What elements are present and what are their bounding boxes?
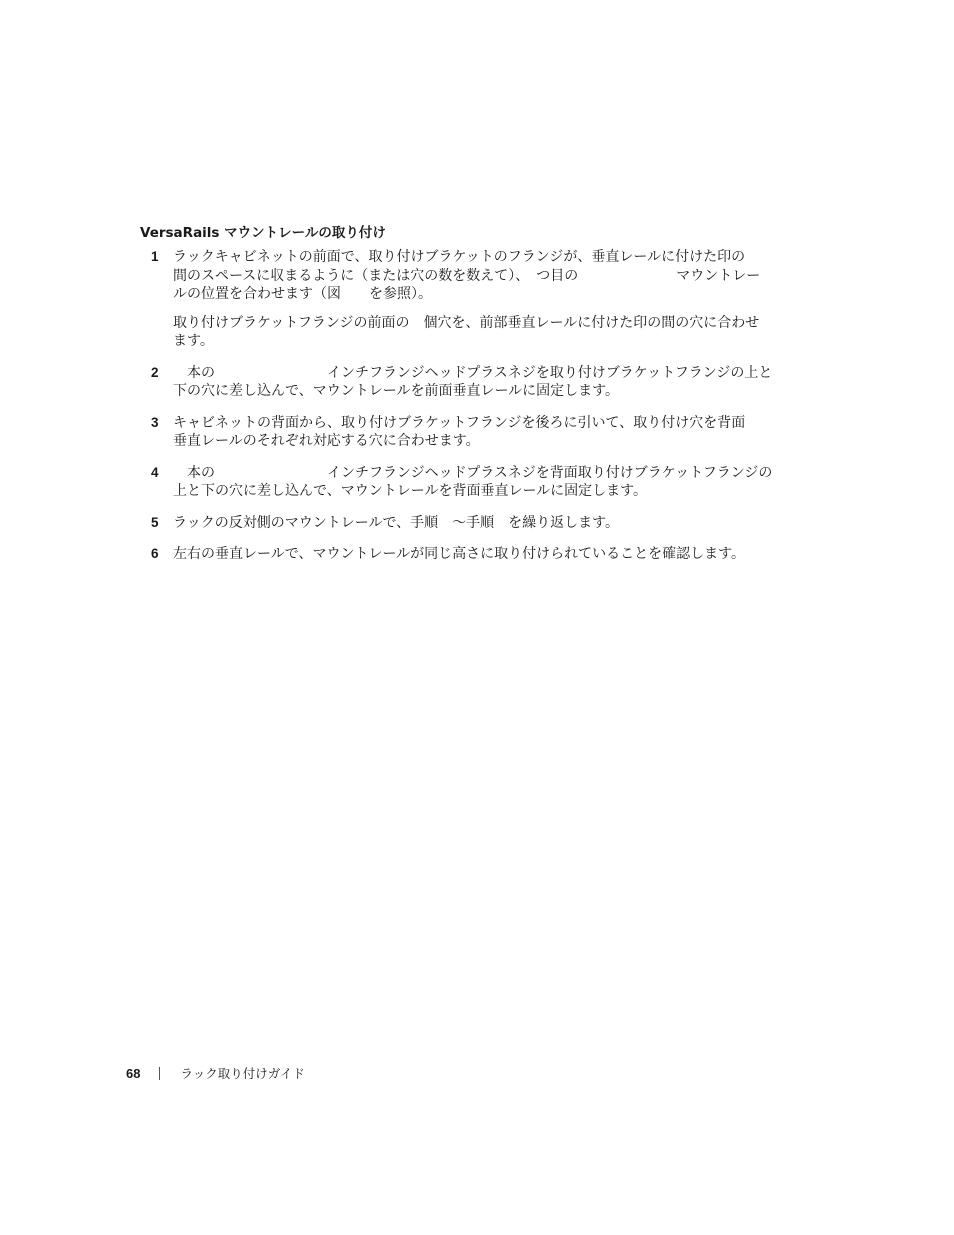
footer-title: ラック取り付けガイド — [180, 1066, 305, 1081]
step-text: ラックキャビネットの前面で、取り付けブラケットのフランジが、垂直レールに付けた印の 間のスペースに収まるように（または穴の数を数えて）、 つ目の マウントレー ルの位置を合わせます（図 を参照）。 — [173, 249, 761, 302]
step-3 — [140, 414, 830, 451]
step-number: 5 — [151, 514, 159, 530]
step-1 — [140, 248, 830, 351]
step-number: 6 — [151, 546, 159, 561]
step-4 — [140, 464, 830, 501]
step-text: ラックの反対側のマウントレールで、手順 ～手順 を繰り返します。 — [173, 514, 620, 531]
page-number: 68 — [126, 1065, 141, 1081]
footer-divider — [159, 1067, 160, 1080]
section-heading: VersaRails マウントレールの取り付け — [140, 225, 386, 241]
step-2 — [140, 364, 830, 401]
step-text: 本の インチフランジヘッドプラスネジを背面取り付けブラケットフランジの 上と下の穴に差し込んで、マウントレールを背面垂直レールに固定します。 — [173, 464, 773, 499]
step-number: 2 — [151, 364, 159, 380]
step-text: 左右の垂直レールで、マウントレールが同じ高さに取り付けられていることを確認します。 — [173, 546, 746, 562]
step-number: 1 — [151, 249, 159, 264]
step-number: 3 — [151, 414, 159, 430]
page-footer — [126, 1064, 305, 1082]
procedure-steps — [140, 248, 830, 577]
step-number: 4 — [151, 464, 159, 480]
step-6 — [140, 545, 830, 564]
step-5 — [140, 514, 830, 533]
step-text: 本の インチフランジヘッドプラスネジを取り付けブラケットフランジの上と 下の穴に差し込んで、マウントレールを前面垂直レールに固定します。 — [173, 364, 773, 399]
step-text: キャビネットの背面から、取り付けブラケットフランジを後ろに引いて、取り付け穴を背面 垂直レールのそれぞれ対応する穴に合わせます。 — [173, 414, 746, 449]
step-note: 取り付けブラケットフランジの前面の 個穴を、前部垂直レールに付けた印の間の穴に合わせ ます。 — [173, 314, 760, 349]
